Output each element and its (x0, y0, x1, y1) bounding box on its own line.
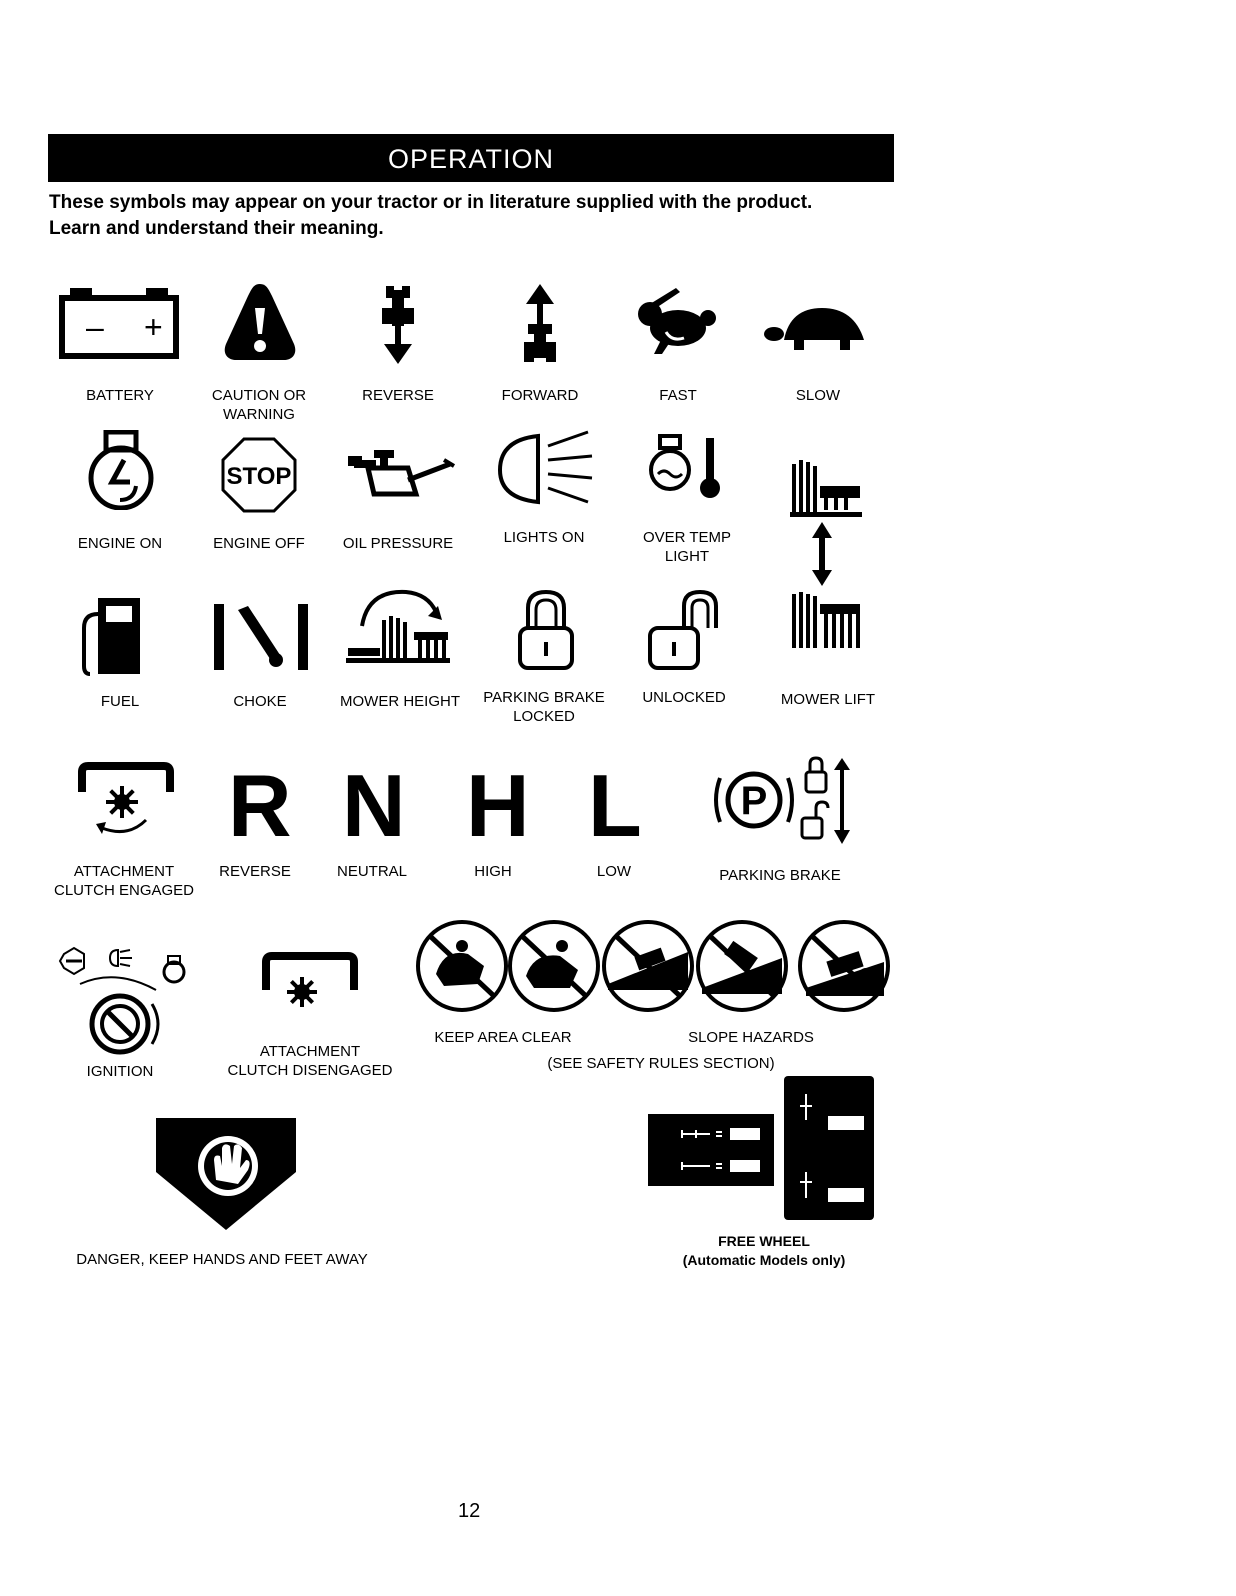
label-attachment-engaged-line2: CLUTCH ENGAGED (53, 882, 195, 899)
label-lights-on: LIGHTS ON (503, 529, 585, 546)
label-see-safety: (SEE SAFETY RULES SECTION) (547, 1055, 775, 1072)
label-keep-area-clear: KEEP AREA CLEAR (434, 1029, 572, 1046)
section-banner: OPERATION (48, 134, 894, 182)
letter-r-reverse: R (228, 756, 292, 855)
stop-sign-icon (220, 436, 298, 514)
label-attachment-engaged-line1: ATTACHMENT (73, 863, 175, 880)
keep-clear-hazard-icon-2 (510, 922, 598, 1010)
label-free-wheel (683, 1232, 846, 1270)
choke-icon (210, 602, 312, 672)
label-caution-line2: WARNING (223, 406, 295, 423)
page-number: 12 (458, 1500, 481, 1522)
label-parking-brake: PARKING BRAKE (719, 867, 841, 884)
label-parking-locked-line2: LOCKED (513, 708, 575, 725)
label-forward: FORWARD (501, 387, 579, 404)
padlock-unlocked-icon (646, 588, 722, 672)
letter-l-low: L (588, 756, 642, 855)
label-mower-height: MOWER HEIGHT (340, 693, 460, 710)
turtle-slow-icon (764, 304, 870, 354)
keep-clear-hazard-icon-1 (418, 922, 506, 1010)
attachment-engaged-icon (78, 762, 174, 844)
forward-arrow-icon (520, 282, 560, 366)
label-neutral: NEUTRAL (336, 863, 408, 880)
label-ignition: IGNITION (86, 1063, 154, 1080)
reverse-arrow-icon (378, 284, 418, 368)
label-fast: FAST (659, 387, 697, 404)
stop-sign-text: STOP (226, 463, 292, 490)
headlight-icon (496, 422, 598, 514)
letter-h-high: H (466, 756, 530, 855)
slope-hazard-icon-3 (800, 922, 888, 1010)
label-slope-hazards: SLOPE HAZARDS (688, 1029, 814, 1046)
label-parking-locked (483, 688, 604, 726)
danger-hand-icon (152, 1116, 300, 1234)
label-attachment-engaged (54, 862, 194, 900)
label-danger-hands: DANGER, KEEP HANDS AND FEET AWAY (76, 1251, 368, 1268)
intro-line-1: These symbols may appear on your tractor or in literature supplied with the product. (49, 192, 813, 213)
label-over-temp (643, 528, 731, 566)
label-battery: BATTERY (86, 387, 154, 404)
label-mower-lift: MOWER LIFT (780, 691, 876, 708)
label-caution-line1: CAUTION OR (211, 387, 307, 404)
label-attachment-disengaged-line1: ATTACHMENT (259, 1043, 361, 1060)
parking-brake-icon (712, 756, 858, 848)
slope-hazard-icon-2 (698, 922, 786, 1010)
battery-icon (58, 288, 180, 360)
label-engine-off: ENGINE OFF (213, 535, 305, 552)
label-low: LOW (596, 863, 632, 880)
label-caution (212, 386, 306, 424)
parking-p-letter: P (740, 779, 768, 823)
ignition-switch-icon (56, 944, 186, 1056)
caution-warning-icon (222, 282, 298, 362)
battery-plus: + (144, 309, 163, 345)
battery-minus: – (86, 309, 104, 345)
mower-deck-lowered-icon (790, 590, 864, 650)
label-slow: SLOW (795, 387, 841, 404)
label-attachment-disengaged (227, 1042, 392, 1080)
label-reverse-gear: REVERSE (219, 863, 291, 880)
oil-can-icon (346, 450, 456, 504)
label-over-temp-line2: LIGHT (664, 548, 710, 565)
intro-line-2: Learn and understand their meaning. (49, 218, 384, 239)
free-wheel-icon (648, 1076, 876, 1220)
label-choke: CHOKE (233, 693, 287, 710)
label-unlocked: UNLOCKED (642, 689, 726, 706)
over-temp-icon (648, 434, 724, 500)
hazard-circles-group (414, 918, 892, 1014)
label-attachment-disengaged-line2: CLUTCH DISENGAGED (227, 1062, 393, 1079)
label-high: HIGH (474, 863, 512, 880)
label-fuel: FUEL (100, 693, 140, 710)
intro-text (49, 190, 929, 242)
rabbit-fast-icon (632, 284, 720, 360)
up-down-arrow-icon (810, 522, 834, 586)
fuel-pump-icon (78, 594, 148, 678)
slope-hazard-icon-1 (604, 922, 692, 1010)
label-free-wheel-line2: (Automatic Models only) (682, 1252, 846, 1268)
padlock-locked-icon (516, 588, 576, 672)
attachment-disengaged-icon (262, 950, 358, 1012)
letter-n-neutral: N (342, 756, 406, 855)
engine-on-icon (84, 430, 158, 510)
mower-height-icon (344, 586, 452, 664)
label-parking-locked-line1: PARKING BRAKE (483, 689, 605, 706)
label-free-wheel-line1: FREE WHEEL (718, 1233, 810, 1249)
mower-deck-raised-icon (790, 456, 864, 518)
label-over-temp-line1: OVER TEMP (642, 529, 732, 546)
label-engine-on: ENGINE ON (77, 535, 163, 552)
label-oil-pressure: OIL PRESSURE (342, 535, 454, 552)
label-reverse: REVERSE (362, 387, 434, 404)
